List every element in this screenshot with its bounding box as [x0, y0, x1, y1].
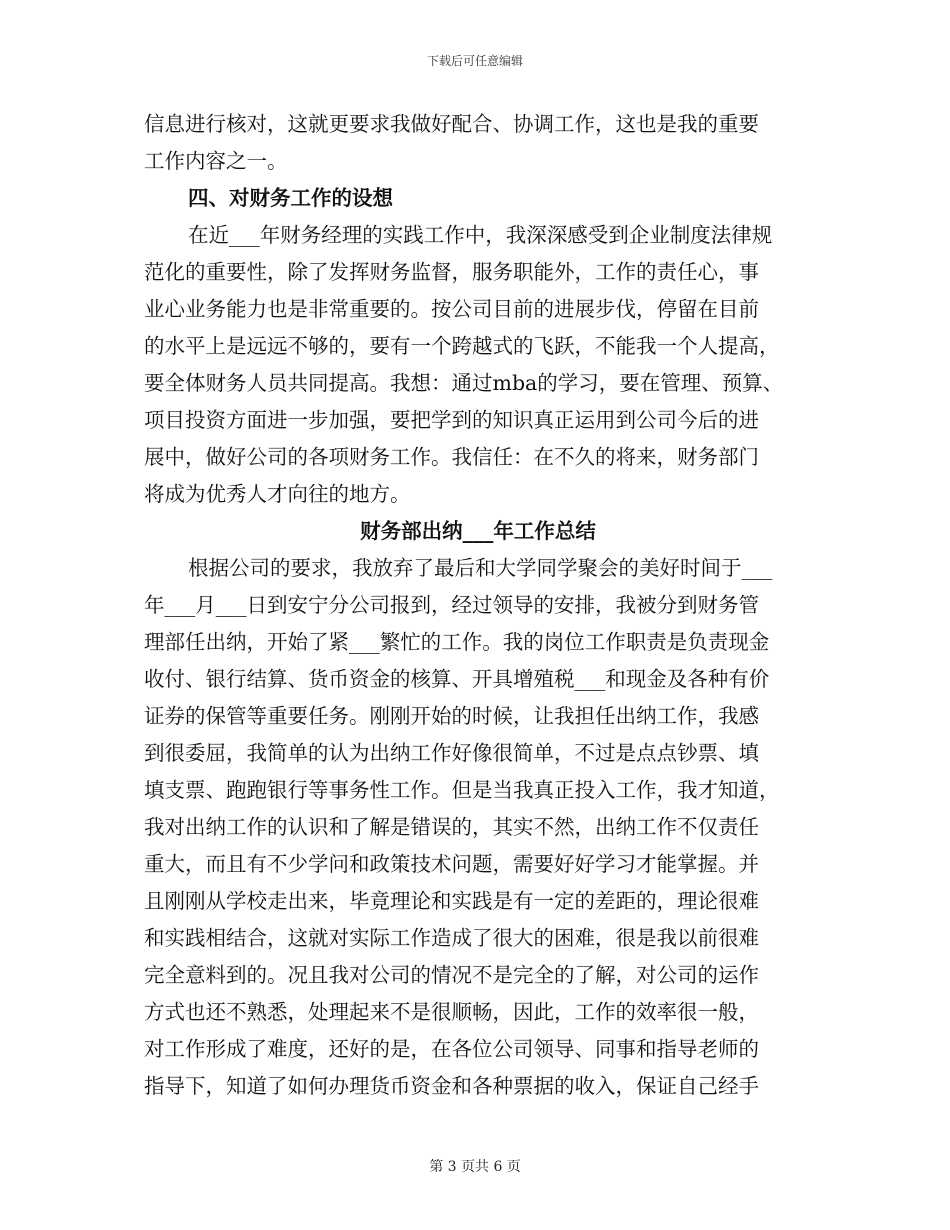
page-header-note: 下载后可任意编辑 — [426, 54, 523, 68]
body-line: 业心业务能力也是非常重要的。按公司目前的进展步伐，停留在目前 — [144, 297, 759, 321]
body-line: 理部任出纳，开始了紧___繁忙的工作。我的岗位工作职责是负责现金 — [144, 630, 770, 654]
body-line: 重大，而且有不少学问和政策技术问题，需要好好学习才能掌握。并 — [144, 852, 759, 876]
section-heading: 四、对财务工作的设想 — [188, 186, 393, 210]
body-line: 信息进行核对，这就更要求我做好配合、协调工作，这也是我的重要 — [144, 112, 759, 136]
body-line: 工作内容之一。 — [144, 149, 288, 173]
body-line: 项目投资方面进一步加强，要把学到的知识真正运用到公司今后的进 — [144, 408, 759, 432]
body-line: 收付、银行结算、货币资金的核算、开具增殖税___和现金及各种有价 — [144, 667, 770, 691]
body-line: 证券的保管等重要任务。刚刚开始的时候，让我担任出纳工作，我感 — [144, 704, 759, 728]
body-line: 要全体财务人员共同提高。我想：通过mba的学习，要在管理、预算、 — [144, 371, 784, 395]
body-line: 在近___年财务经理的实践工作中，我深深感受到企业制度法律规 — [188, 223, 773, 247]
body-line: 指导下，知道了如何办理货币资金和各种票据的收入，保证自己经手 — [144, 1074, 759, 1098]
body-line: 的水平上是远远不够的，要有一个跨越式的飞跃，不能我一个人提高， — [144, 334, 780, 358]
body-line: 将成为优秀人才向往的地方。 — [144, 482, 411, 506]
body-line: 展中，做好公司的各项财务工作。我信任：在不久的将来，财务部门 — [144, 445, 759, 469]
document-body — [144, 106, 812, 1105]
body-line: 我对出纳工作的认识和了解是错误的，其实不然，出纳工作不仅责任 — [144, 815, 759, 839]
body-line: 且刚刚从学校走出来，毕竟理论和实践是有一定的差距的，理论很难 — [144, 889, 759, 913]
body-line: 对工作形成了难度，还好的是，在各位公司领导、同事和指导老师的 — [144, 1037, 759, 1061]
body-line: 年___月___日到安宁分公司报到，经过领导的安排，我被分到财务管 — [144, 593, 759, 617]
body-line: 范化的重要性，除了发挥财务监督，服务职能外，工作的责任心，事 — [144, 260, 759, 284]
body-line: 到很委屈，我简单的认为出纳工作好像很简单，不过是点点钞票、填 — [144, 741, 759, 765]
article-title: 财务部出纳___年工作总结 — [360, 519, 596, 543]
body-line: 根据公司的要求，我放弃了最后和大学同学聚会的美好时间于___ — [188, 556, 773, 580]
body-line: 和实践相结合，这就对实际工作造成了很大的困难，很是我以前很难 — [144, 926, 759, 950]
body-line: 完全意料到的。况且我对公司的情况不是完全的了解，对公司的运作 — [144, 963, 759, 987]
page-number: 第 3 页共 6 页 — [429, 1159, 521, 1175]
body-line: 填支票、跑跑银行等事务性工作。但是当我真正投入工作，我才知道， — [144, 778, 780, 802]
body-line: 方式也还不熟悉，处理起来不是很顺畅，因此，工作的效率很一般， — [144, 1000, 759, 1024]
